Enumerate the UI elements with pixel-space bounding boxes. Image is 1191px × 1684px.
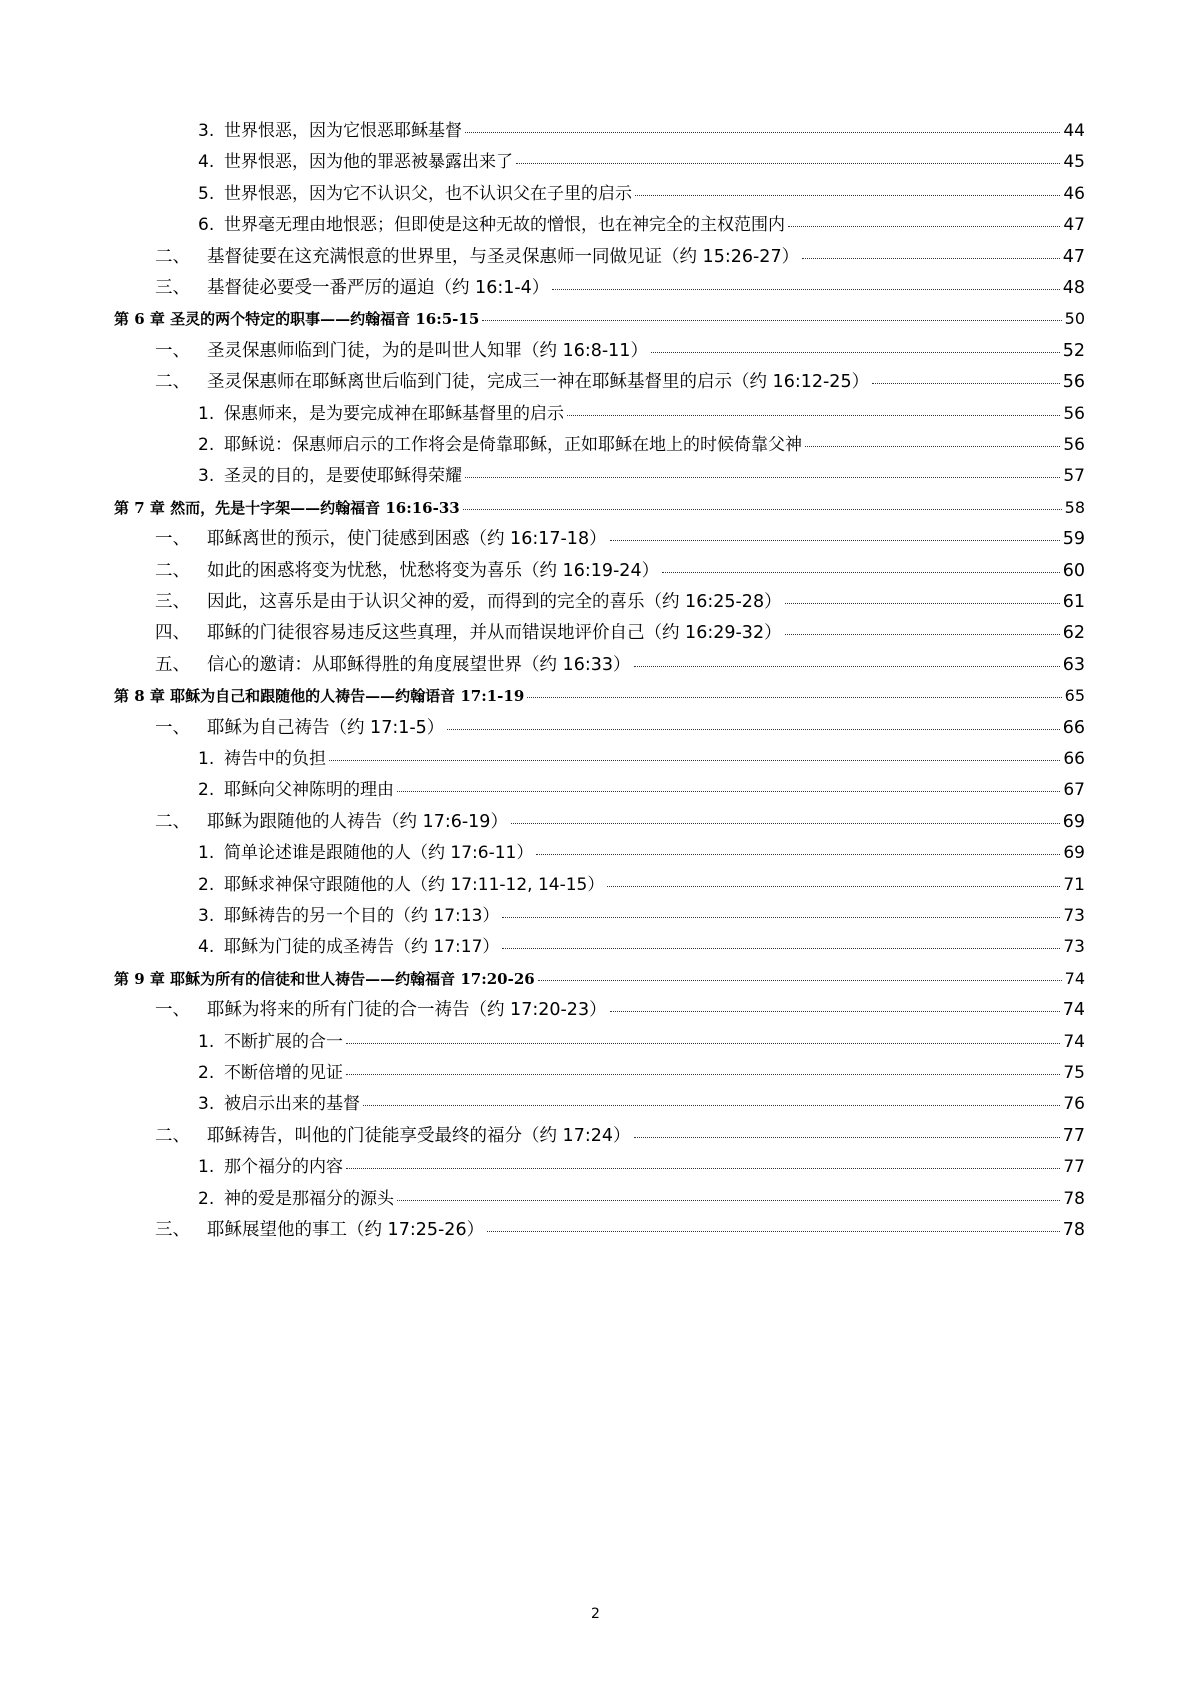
toc-entry-title: 耶稣祷告，叫他的门徒能享受最终的福分（约 17:24）: [207, 1125, 631, 1146]
toc-entry[interactable]: [198, 147, 1085, 177]
toc-entry-number: 3.: [198, 906, 215, 926]
toc-entry-page: 66: [1062, 717, 1085, 738]
dot-leader: [872, 382, 1060, 384]
toc-entry-page: 57: [1063, 466, 1085, 487]
toc-entry-number: 三、: [155, 278, 190, 298]
toc-entry-page: 69: [1063, 843, 1085, 864]
dot-leader: [516, 162, 1060, 164]
toc-entry[interactable]: [198, 430, 1085, 460]
toc-entry-page: 65: [1064, 686, 1085, 706]
toc-entry-number: 三、: [155, 1220, 190, 1240]
toc-entry-label: [114, 964, 535, 994]
dot-leader: [662, 571, 1060, 573]
toc-entry[interactable]: [155, 1215, 1085, 1245]
dot-leader: [634, 1136, 1060, 1138]
page-number: 2: [591, 1606, 600, 1622]
toc-entry-number: 6.: [198, 215, 215, 236]
toc-entry-label: [198, 1027, 343, 1057]
toc-entry-number: 二、: [155, 560, 190, 581]
toc-entry[interactable]: [198, 901, 1085, 931]
toc-entry-title: 神的爱是那福分的源头: [224, 1188, 394, 1209]
toc-entry-number: 1.: [198, 403, 215, 424]
toc-entry-title: 耶稣的门徒很容易违反这些真理，并从而错误地评价自己（约 16:29-32）: [207, 623, 782, 644]
toc-entry-label: [155, 273, 549, 303]
toc-entry-label: [198, 932, 499, 962]
dot-leader: [610, 1010, 1060, 1012]
toc-entry-page: 45: [1063, 152, 1085, 173]
toc-entry-page: 74: [1064, 968, 1085, 988]
toc-entry-label: [198, 1089, 360, 1119]
toc-entry-title: 第 9 章 耶稣为所有的信徒和世人祷告——约翰福音 17:20-26: [114, 969, 535, 988]
dot-leader: [538, 979, 1062, 981]
toc-entry-title: 第 6 章 圣灵的两个特定的职事——约翰福音 16:5-15: [114, 310, 480, 329]
toc-entry-page: 56: [1062, 372, 1085, 393]
toc-entry-title: 简单论述谁是跟随他的人（约 17:6-11）: [224, 843, 534, 864]
toc-entry-number: 一、: [155, 529, 190, 550]
dot-leader: [463, 508, 1062, 510]
toc-entry-title: 基督徒要在这充满恨意的世界里，与圣灵保惠师一同做见证（约 15:26-27）: [207, 246, 800, 267]
toc-entry[interactable]: [155, 618, 1085, 648]
dot-leader: [607, 885, 1060, 887]
toc-entry[interactable]: [114, 493, 1085, 523]
dot-leader: [397, 1199, 1060, 1201]
toc-entry-page: 56: [1063, 403, 1085, 424]
dot-leader: [805, 445, 1060, 447]
toc-entry-page: 61: [1062, 592, 1085, 612]
toc-entry[interactable]: [198, 116, 1085, 146]
dot-leader: [346, 1167, 1060, 1169]
toc-entry-number: 1.: [198, 1031, 215, 1052]
toc-entry-label: [155, 524, 607, 554]
toc-entry[interactable]: [198, 210, 1085, 240]
toc-entry-title: 不断扩展的合一: [224, 1031, 343, 1052]
toc-entry-label: [155, 587, 782, 617]
toc-entry-number: 4.: [198, 937, 215, 958]
toc-entry-title: 耶稣为门徒的成圣祷告（约 17:17）: [224, 937, 500, 958]
dot-leader: [610, 539, 1060, 541]
toc-entry[interactable]: [155, 336, 1085, 366]
toc-entry-label: [155, 336, 648, 366]
toc-entry-title: 不断倍增的见证: [224, 1063, 343, 1083]
toc-entry-page: 58: [1064, 497, 1085, 517]
toc-entry-number: 二、: [155, 372, 190, 393]
toc-entry-number: 2.: [198, 1063, 215, 1083]
toc-entry-page: 74: [1062, 1000, 1085, 1021]
toc-entry-label: [155, 807, 508, 837]
toc-entry-title: 圣灵的目的，是要使耶稣得荣耀: [224, 466, 462, 487]
toc-entry-page: 62: [1062, 623, 1085, 644]
toc-entry[interactable]: [198, 1184, 1085, 1214]
toc-entry[interactable]: [198, 461, 1085, 491]
toc-entry-label: [198, 775, 394, 805]
toc-entry-label: [155, 995, 607, 1025]
toc-entry[interactable]: [198, 744, 1085, 774]
dot-leader: [634, 665, 1060, 667]
toc-entry[interactable]: [198, 1089, 1085, 1119]
toc-entry-page: 56: [1063, 435, 1085, 455]
toc-entry-label: [198, 870, 604, 900]
toc-entry-label: [155, 650, 631, 680]
dot-leader: [502, 947, 1060, 949]
dot-leader: [785, 602, 1060, 604]
dot-leader: [329, 759, 1060, 761]
dot-leader: [465, 476, 1060, 478]
dot-leader: [651, 351, 1060, 353]
toc-entry[interactable]: [155, 556, 1085, 586]
toc-entry-number: 二、: [155, 811, 190, 832]
toc-entry-label: [114, 493, 460, 523]
toc-entry-label: [155, 556, 659, 586]
toc-entry-label: [155, 713, 444, 743]
dot-leader: [802, 257, 1060, 259]
toc-entry-page: 69: [1062, 811, 1085, 832]
toc-entry-label: [198, 430, 802, 460]
toc-entry-number: 1.: [198, 749, 215, 769]
toc-entry[interactable]: [198, 399, 1085, 429]
toc-entry[interactable]: [155, 242, 1085, 272]
toc-entry-title: 耶稣为自己祷告（约 17:1-5）: [207, 717, 445, 738]
toc-entry-label: [155, 1215, 484, 1245]
dot-leader: [511, 822, 1060, 824]
dot-leader: [788, 225, 1060, 227]
dot-leader: [635, 194, 1060, 196]
toc-entry-title: 耶稣为将来的所有门徒的合一祷告（约 17:20-23）: [207, 1000, 607, 1021]
toc-entry-label: [198, 1152, 343, 1182]
toc-entry-number: 1.: [198, 1157, 215, 1178]
toc-entry-page: 73: [1063, 937, 1085, 958]
toc-entry[interactable]: [155, 995, 1085, 1025]
toc-entry-number: 四、: [155, 623, 190, 644]
toc-entry-title: 耶稣展望他的事工（约 17:25-26）: [207, 1220, 485, 1240]
toc-entry[interactable]: [155, 587, 1085, 617]
dot-leader: [502, 916, 1060, 918]
toc-entry-title: 世界恨恶，因为它不认识父，也不认识父在子里的启示: [224, 183, 632, 204]
toc-entry-number: 五、: [155, 654, 190, 675]
toc-entry[interactable]: [155, 807, 1085, 837]
dot-leader: [482, 319, 1061, 321]
toc-entry-title: 耶稣向父神陈明的理由: [224, 780, 394, 801]
toc-entry-label: [198, 901, 499, 931]
toc-entry-number: 一、: [155, 717, 190, 738]
dot-leader: [487, 1230, 1060, 1232]
toc-entry-title: 基督徒必要受一番严厉的逼迫（约 16:1-4）: [207, 278, 550, 298]
toc-entry-title: 被启示出来的基督: [224, 1094, 360, 1115]
toc-entry-label: [155, 242, 799, 272]
toc-entry-page: 44: [1063, 121, 1085, 141]
toc-entry-label: [198, 744, 326, 774]
toc-entry[interactable]: [198, 775, 1085, 805]
dot-leader: [552, 288, 1059, 290]
toc-entry-number: 2.: [198, 874, 215, 895]
toc-entry[interactable]: [198, 179, 1085, 209]
toc-entry[interactable]: [198, 1058, 1085, 1088]
dot-leader: [465, 131, 1060, 133]
toc-entry[interactable]: [114, 681, 1085, 711]
toc-entry[interactable]: [155, 273, 1085, 303]
toc-entry-title: 耶稣求神保守跟随他的人（约 17:11-12, 14-15）: [224, 874, 605, 895]
toc-entry[interactable]: [114, 964, 1085, 994]
toc-entry-page: 75: [1063, 1063, 1085, 1083]
toc-entry-number: 3.: [198, 1094, 215, 1115]
dot-leader: [447, 728, 1059, 730]
toc-entry-label: [198, 399, 564, 429]
dot-leader: [346, 1073, 1060, 1075]
toc-entry-page: 66: [1063, 749, 1085, 769]
toc-entry[interactable]: [155, 1121, 1085, 1151]
toc-entry-page: 73: [1063, 906, 1085, 926]
toc-entry-title: 信心的邀请：从耶稣得胜的角度展望世界（约 16:33）: [207, 654, 631, 675]
toc-entry-label: [198, 147, 513, 177]
toc-entry-page: 59: [1062, 529, 1085, 550]
toc-entry-label: [114, 681, 524, 711]
toc-entry[interactable]: [198, 932, 1085, 962]
toc-entry-number: 三、: [155, 592, 190, 612]
toc-entry-number: 1.: [198, 843, 215, 864]
toc-entry-label: [198, 210, 785, 240]
toc-entry-label: [198, 179, 632, 209]
toc-entry-label: [198, 116, 462, 146]
toc-entry-number: 5.: [198, 183, 215, 204]
toc-entry-page: 71: [1063, 874, 1085, 895]
dot-leader: [527, 696, 1061, 698]
toc-entry-page: 76: [1063, 1094, 1085, 1115]
toc-entry-title: 祷告中的负担: [224, 749, 326, 769]
toc-entry-page: 78: [1063, 1188, 1085, 1209]
toc-entry-page: 47: [1063, 215, 1085, 236]
toc-entry[interactable]: [198, 870, 1085, 900]
toc-entry-title: 耶稣说：保惠师启示的工作将会是倚靠耶稣，正如耶稣在地上的时候倚靠父神: [224, 435, 802, 455]
dot-leader: [567, 414, 1060, 416]
toc-entry-page: 52: [1062, 340, 1085, 361]
toc-entry[interactable]: [198, 1027, 1085, 1057]
dot-leader: [397, 790, 1060, 792]
toc-entry-label: [114, 304, 479, 334]
toc-entry-page: 48: [1062, 278, 1085, 298]
toc-entry[interactable]: [155, 367, 1085, 397]
toc-entry-label: [155, 367, 869, 397]
toc-entry-title: 世界恨恶，因为它恨恶耶稣基督: [224, 121, 462, 141]
toc-entry-number: 二、: [155, 246, 190, 267]
toc-entry-title: 世界毫无理由地恨恶；但即使是这种无故的憎恨，也在神完全的主权范围内: [224, 215, 785, 236]
toc-entry-page: 63: [1062, 654, 1085, 675]
toc-entry-label: [198, 1184, 394, 1214]
toc-entry-number: 4.: [198, 152, 215, 173]
toc-entry-title: 保惠师来，是为要完成神在耶稣基督里的启示: [224, 403, 564, 424]
toc-entry-page: 46: [1063, 183, 1085, 204]
toc-entry[interactable]: [114, 304, 1085, 334]
toc-entry-title: 因此，这喜乐是由于认识父神的爱，而得到的完全的喜乐（约 16:25-28）: [207, 592, 782, 612]
toc-entry-label: [198, 461, 462, 491]
toc-entry-page: 78: [1062, 1220, 1085, 1240]
toc-entry-label: [198, 838, 533, 868]
toc-entry-number: 3.: [198, 121, 215, 141]
toc-entry-label: [155, 1121, 631, 1151]
toc-entry-title: 圣灵保惠师在耶稣离世后临到门徒，完成三一神在耶稣基督里的启示（约 16:12-25）: [207, 372, 870, 393]
toc-entry-number: 一、: [155, 340, 190, 361]
toc-entry-page: 67: [1063, 780, 1085, 801]
toc-entry-number: 一、: [155, 1000, 190, 1021]
toc-entry-title: 第 7 章 然而，先是十字架——约翰福音 16:16-33: [114, 498, 460, 517]
toc-entry-page: 60: [1062, 560, 1085, 581]
toc-entry-number: 3.: [198, 466, 215, 487]
toc-entry-title: 耶稣离世的预示，使门徒感到困惑（约 16:17-18）: [207, 529, 607, 550]
toc-entry-title: 耶稣祷告的另一个目的（约 17:13）: [224, 906, 500, 926]
toc-entry-title: 第 8 章 耶稣为自己和跟随他的人祷告——约翰语音 17:1-19: [114, 687, 525, 706]
toc-entry-number: 2.: [198, 780, 215, 801]
toc-entry-page: 77: [1062, 1125, 1085, 1146]
toc-entry-title: 圣灵保惠师临到门徒，为的是叫世人知罪（约 16:8-11）: [207, 340, 648, 361]
dot-leader: [785, 633, 1060, 635]
toc-entry[interactable]: [155, 524, 1085, 554]
toc-entry-page: 77: [1063, 1157, 1085, 1178]
toc-entry-number: 2.: [198, 1188, 215, 1209]
toc-entry[interactable]: [155, 713, 1085, 743]
toc-entry-number: 二、: [155, 1125, 190, 1146]
toc-entry[interactable]: [155, 650, 1085, 680]
toc-entry-title: 那个福分的内容: [224, 1157, 343, 1178]
toc-entry-number: 2.: [198, 435, 215, 455]
toc-entry-label: [198, 1058, 343, 1088]
dot-leader: [346, 1042, 1060, 1044]
dot-leader: [536, 853, 1060, 855]
toc-entry[interactable]: [198, 838, 1085, 868]
toc-entry-title: 世界恨恶，因为他的罪恶被暴露出来了: [224, 152, 513, 173]
toc-entry-title: 耶稣为跟随他的人祷告（约 17:6-19）: [207, 811, 508, 832]
toc-entry-title: 如此的困惑将变为忧愁，忧愁将变为喜乐（约 16:19-24）: [207, 560, 660, 581]
toc-entry[interactable]: [198, 1152, 1085, 1182]
toc-entry-page: 74: [1063, 1031, 1085, 1052]
toc-entry-page: 50: [1064, 309, 1085, 329]
dot-leader: [363, 1104, 1060, 1106]
toc-entry-label: [155, 618, 782, 648]
toc-entry-page: 47: [1062, 246, 1085, 267]
